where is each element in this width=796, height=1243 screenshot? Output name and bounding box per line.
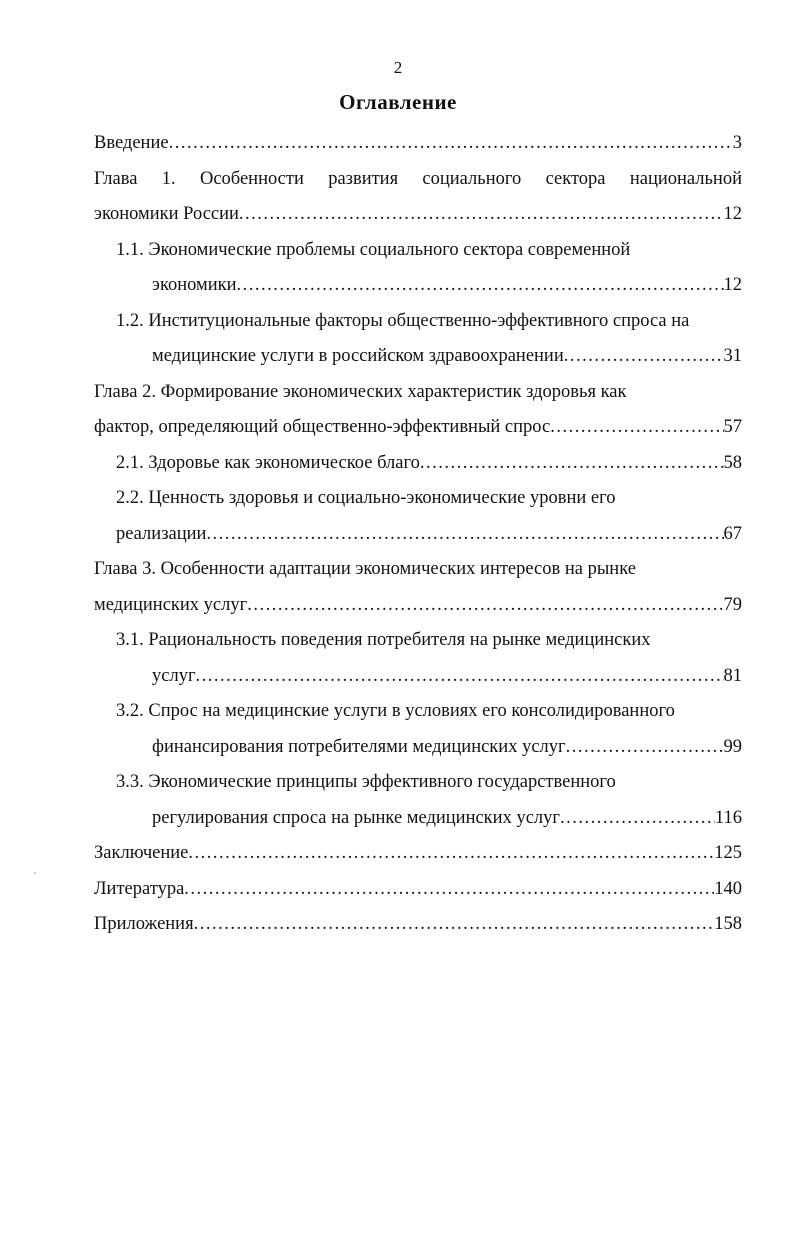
dot-leader xyxy=(237,268,724,304)
toc-entry-section-1-1[interactable] xyxy=(94,233,742,304)
toc-page-number: 116 xyxy=(714,807,742,828)
dot-leader xyxy=(420,446,724,482)
dot-leader xyxy=(188,836,714,872)
toc-entry-title-line: 2.2. Ценность здоровья и социально-экономические уровни его xyxy=(116,488,616,508)
page-title: Оглавление xyxy=(339,90,457,114)
toc-entry-introduction[interactable] xyxy=(94,126,742,162)
toc-entry-appendices[interactable] xyxy=(94,907,742,943)
page-number: 2 xyxy=(393,58,403,77)
dot-leader xyxy=(564,339,724,375)
dot-leader xyxy=(196,659,724,695)
toc-page-number: 67 xyxy=(723,523,742,544)
toc-entry-title-line: 3.2. Спрос на медицинские услуги в условиях его консолидированного xyxy=(116,701,675,721)
dot-leader xyxy=(247,588,723,624)
dot-leader xyxy=(169,126,733,162)
toc-page-number: 12 xyxy=(723,275,742,295)
toc-entry-title-end: медицинские услуги в российском здравоохранении xyxy=(152,346,564,366)
table-of-contents xyxy=(94,126,742,943)
dot-leader xyxy=(206,517,723,553)
toc-entry-title-line: 3.3. Экономические принципы эффективного государственного xyxy=(116,772,616,792)
toc-page-number: 57 xyxy=(723,417,742,437)
toc-entry-title-end: финансирования потребителями медицинских услуг xyxy=(152,736,566,757)
toc-entry-title-line: Глава 1. Особенности развития социального сектора национальной xyxy=(94,168,742,189)
dot-leader xyxy=(184,872,714,908)
toc-entry-chapter-3[interactable] xyxy=(94,552,742,623)
toc-entry-title-end: медицинских услуг xyxy=(94,594,248,615)
toc-entry-title-line: Глава 2. Формирование экономических характеристик здоровья как xyxy=(94,381,627,402)
toc-entry-title-line: 1.1. Экономические проблемы социального сектора современной xyxy=(116,239,631,260)
toc-page-number: 81 xyxy=(723,665,742,686)
toc-entry-section-1-2[interactable] xyxy=(94,304,742,375)
toc-page-number: 58 xyxy=(723,452,742,473)
toc-page-number: 31 xyxy=(723,346,742,366)
toc-entry-title-end: экономики России xyxy=(94,204,239,224)
dot-leader xyxy=(560,801,715,837)
scan-speck xyxy=(34,872,36,874)
toc-entry-references[interactable] xyxy=(94,872,742,908)
toc-entry-section-2-1[interactable] xyxy=(94,446,742,482)
toc-entry-section-3-3[interactable] xyxy=(94,765,742,836)
dot-leader xyxy=(550,410,723,446)
toc-entry-chapter-2[interactable] xyxy=(94,375,742,446)
toc-entry-title-end: экономики xyxy=(152,275,237,295)
toc-page-number: 158 xyxy=(714,914,742,934)
toc-entry-title-end: реализации xyxy=(116,523,207,544)
toc-entry-title: Введение xyxy=(94,133,169,153)
toc-page-number: 140 xyxy=(714,878,742,899)
toc-entry-chapter-1[interactable] xyxy=(94,162,742,233)
toc-entry-title-end: фактор, определяющий общественно-эффективный спрос xyxy=(94,417,551,437)
toc-entry-title-end: регулирования спроса на рынке медицинских услуг xyxy=(152,807,560,828)
toc-page-number: 99 xyxy=(723,736,742,757)
toc-entry-conclusion[interactable] xyxy=(94,836,742,872)
toc-entry-section-3-1[interactable] xyxy=(94,623,742,694)
toc-entry-title-end: услуг xyxy=(152,665,196,686)
dot-leader xyxy=(194,907,715,943)
toc-entry-title: Литература xyxy=(94,878,185,899)
toc-entry-section-3-2[interactable] xyxy=(94,694,742,765)
toc-page-number: 3 xyxy=(732,133,742,153)
toc-entry-title: Приложения xyxy=(94,914,194,934)
toc-entry-title: 2.1. Здоровье как экономическое благо xyxy=(116,452,420,473)
toc-entry-section-2-2[interactable] xyxy=(94,481,742,552)
toc-entry-title-line: Глава 3. Особенности адаптации экономических интересов на рынке xyxy=(94,559,636,579)
toc-page-number: 12 xyxy=(723,204,742,224)
toc-entry-title: Заключение xyxy=(94,843,189,863)
toc-page-number: 125 xyxy=(714,843,742,863)
toc-entry-title-line: 3.1. Рациональность поведения потребителя на рынке медицинских xyxy=(116,630,651,650)
dot-leader xyxy=(239,197,724,233)
dot-leader xyxy=(566,730,724,766)
toc-entry-title-line: 1.2. Институциональные факторы общественно-эффективного спроса на xyxy=(116,310,690,331)
toc-page-number: 79 xyxy=(723,594,742,615)
